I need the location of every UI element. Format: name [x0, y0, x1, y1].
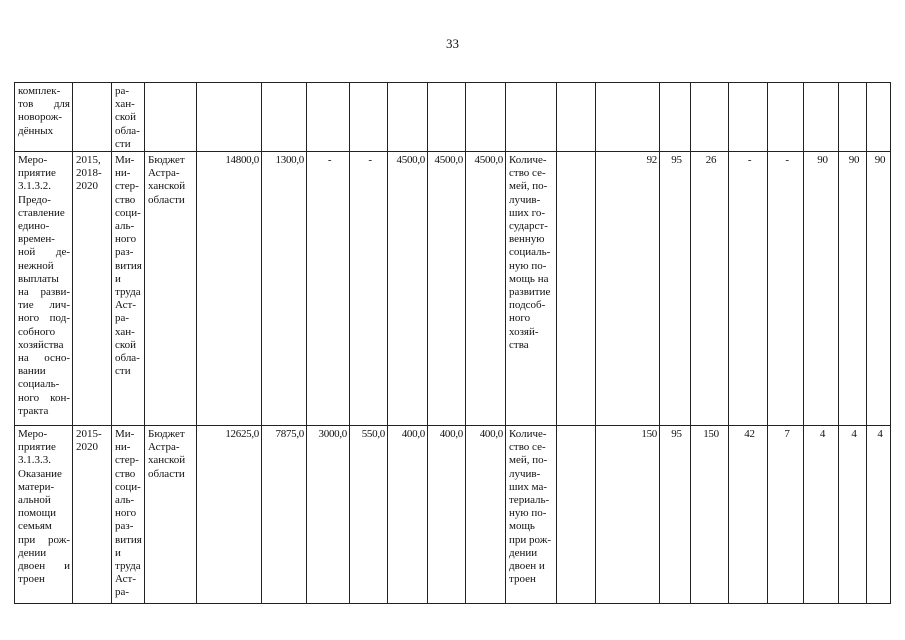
target-2020-cell: 90: [839, 152, 867, 426]
years-cell: 2015- 2020: [73, 426, 112, 604]
executor-cell: ра- хан- ской обла- сти: [112, 83, 145, 152]
target-2018-cell: -: [768, 152, 804, 426]
target-2017-cell: -: [729, 152, 768, 426]
measure-name-cell: комплек- тов для новорож- дённых: [15, 83, 73, 152]
funding-2018-cell: 4500,0: [388, 152, 428, 426]
funding-2020-cell: 400,0: [466, 426, 506, 604]
target-final-cell: 4: [867, 426, 891, 604]
executor-cell: Ми- ни- стер- ство соци- аль- ного раз- вития и труда Аст- ра-: [112, 426, 145, 604]
target-2020-cell: 4: [839, 426, 867, 604]
target-2015-cell: 95: [660, 426, 691, 604]
table-row-measure-3-1-3-3: [15, 426, 891, 604]
target-2019-cell: 90: [804, 152, 839, 426]
target-2017-cell: 42: [729, 426, 768, 604]
target-2016-cell: 26: [691, 152, 729, 426]
target-2019-cell: 4: [804, 426, 839, 604]
table-row-continuation: [15, 83, 891, 152]
table-row-measure-3-1-3-2: [15, 152, 891, 426]
funding-total-cell: 14800,0: [197, 152, 262, 426]
target-2016-cell: 150: [691, 426, 729, 604]
years-cell: 2015, 2018- 2020: [73, 152, 112, 426]
funding-source-cell: Бюджет Астра- ханской области: [145, 152, 197, 426]
funding-2019-cell: 4500,0: [428, 152, 466, 426]
executor-cell: Ми- ни- стер- ство соци- аль- ного раз- вития и труда Аст- ра- хан- ской обла- сти: [112, 152, 145, 426]
target-2015-cell: 95: [660, 152, 691, 426]
funding-2015-cell: 1300,0: [262, 152, 307, 426]
page-number: 33: [446, 36, 459, 51]
target-base-cell: 92: [596, 152, 660, 426]
funding-total-cell: 12625,0: [197, 426, 262, 604]
funding-2019-cell: 400,0: [428, 426, 466, 604]
program-table: [14, 82, 891, 604]
measure-name-cell: Меро- приятие 3.1.3.2. Предо- ставление едино- времен- ной де- нежной выплаты на разви- тие лич- ного под- собного хозяйства на осно- вании социаль- ного кон- тракта: [15, 152, 73, 426]
years-cell: [73, 83, 112, 152]
indicator-cell: Количе- ство се- мей, по- лучив- ших ма- териаль- ную по- мощь при рож- дении двоен и троен: [506, 426, 557, 604]
target-2018-cell: 7: [768, 426, 804, 604]
funding-2015-cell: 7875,0: [262, 426, 307, 604]
funding-2017-cell: -: [350, 152, 388, 426]
unit-cell: [557, 426, 596, 604]
funding-2018-cell: 400,0: [388, 426, 428, 604]
unit-cell: [557, 152, 596, 426]
indicator-cell: Количе- ство се- мей, по- лучив- ших го- сударст- венную социаль- ную по- мощь на развитие подсоб- ного хозяй- ства: [506, 152, 557, 426]
funding-2016-cell: 3000,0: [307, 426, 350, 604]
funding-2020-cell: 4500,0: [466, 152, 506, 426]
target-final-cell: 90: [867, 152, 891, 426]
funding-2016-cell: -: [307, 152, 350, 426]
funding-source-cell: Бюджет Астра- ханской области: [145, 426, 197, 604]
funding-2017-cell: 550,0: [350, 426, 388, 604]
target-base-cell: 150: [596, 426, 660, 604]
measure-name-cell: Меро- приятие 3.1.3.3. Оказание матери- альной помощи семьям при рож- дении двоен и троен: [15, 426, 73, 604]
